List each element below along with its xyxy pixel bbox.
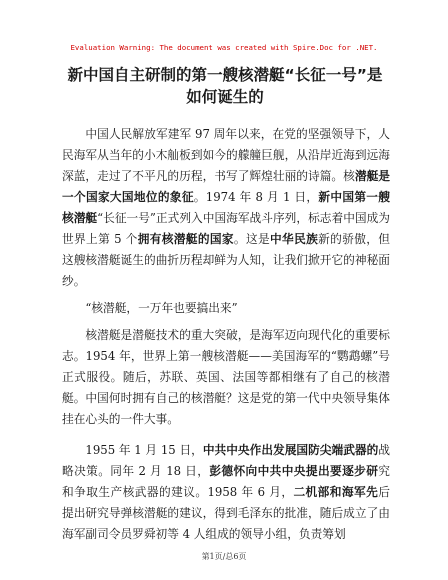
bold-run: 拥有核潜艇的国家 [137, 232, 234, 246]
text-run: 核潜艇是潜艇技术的重大突破，是海军迈向现代化的重要标志。1954 年，世界上第一艘核潜艇——美国海军的“鹦鹉螺”号正式服役。随后，苏联、英国、法国等都相继有了自己的核潜艇。中国何时拥有自己的核潜艇？这是党的第一代中央领导集体挂在心头的一件大事。 [62, 328, 390, 426]
text-run: 。这是 [233, 232, 271, 246]
paragraph-subheading [62, 298, 390, 319]
text-run: 战略决策。同年 2 月 18 日， [62, 443, 390, 478]
bold-run: 彭德怀向中共中央提出要逐步研 [209, 464, 379, 478]
bold-run: 中华民族 [270, 232, 319, 246]
paragraph-3 [62, 440, 390, 545]
paragraph-1 [62, 124, 390, 292]
page-footer: 第1页/总6页 [201, 552, 247, 561]
text-run: 新的骄傲，但这艘核潜艇诞生的曲折历程却鲜为人知，让我们掀开它的神秘面纱。 [62, 232, 390, 288]
bold-run: 二机部和海军先 [293, 485, 379, 499]
bold-run: 中共中央作出发展国防尖端武器的 [202, 443, 379, 457]
bold-run: 新中国第一艘核潜艇 [62, 190, 390, 225]
text-run: “长征一号”正式列入中国海军战斗序列，标志着中国成为世界上第 5 个 [62, 211, 390, 246]
text-run: 究和争取生产核武器的建议。1958 年 6 月， [62, 464, 390, 499]
text-run: 后提出研究导弹核潜艇的建议，得到毛泽东的批准，随后成立了由海军副司令员罗舜初等 4 人组成的领导小组，负责筹划 [62, 485, 390, 541]
evaluation-warning: Evaluation Warning: The document was created with Spire.Doc for .NET. [70, 43, 378, 52]
text-run: “核潜艇，一万年也要搞出来” [85, 301, 238, 315]
text-run: 中国人民解放军建军 97 周年以来，在党的坚强领导下，人民海军从当年的小木舢板到如今的艨艟巨舰，从沿岸近海到远海深蓝，走过了不平凡的历程，书写了辉煌壮丽的诗篇。核 [62, 127, 390, 183]
bold-run: 潜艇是一个国家大国地位的象征 [62, 169, 390, 204]
text-run: 1955 年 1 月 15 日， [85, 443, 203, 457]
text-run: 。1974 年 8 月 1 日， [193, 190, 319, 204]
page-title: 新中国自主研制的第一艘核潜艇“长征一号”是如何诞生的 [67, 66, 383, 106]
paragraph-2 [62, 325, 390, 430]
document-body [62, 124, 390, 545]
